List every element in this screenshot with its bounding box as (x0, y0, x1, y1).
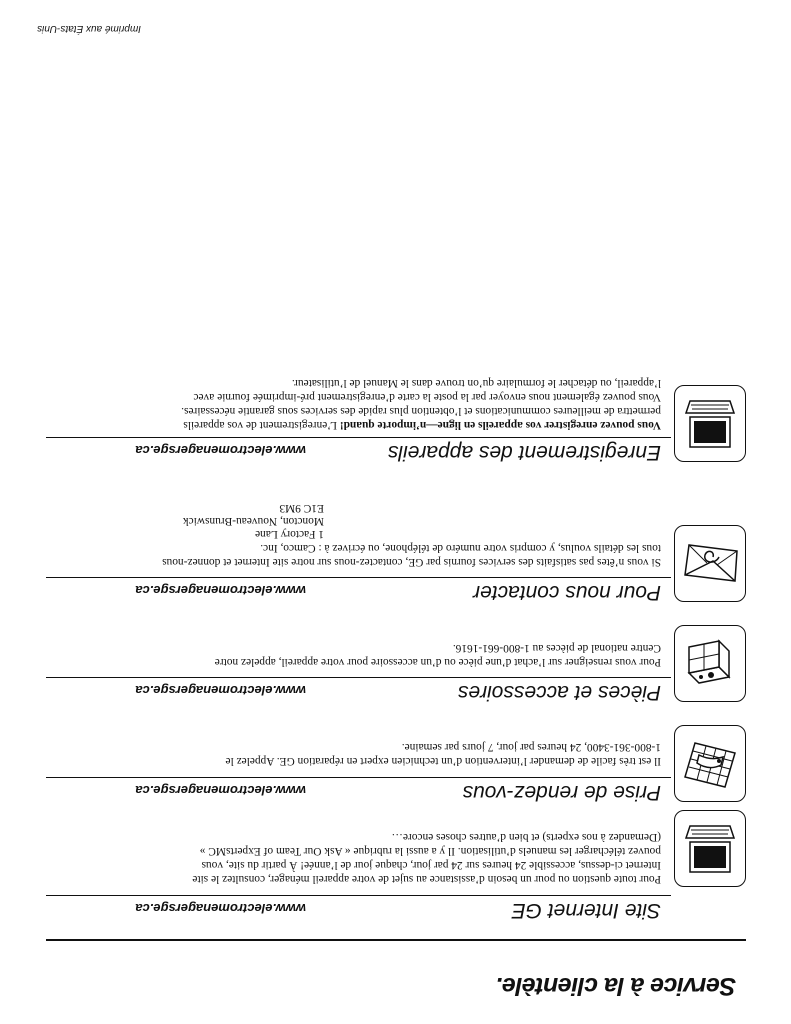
section-title-pieces: Pièces et accessoires (457, 681, 661, 704)
section-text-pieces: Pour vous renseigner sur l’achat d’une pièce ou d’un accessoire pour votre appareil, appelez notre Centre national de pièces au 1-800-661-1616. (214, 642, 661, 668)
parts-box-icon (674, 625, 746, 702)
section-divider (46, 777, 671, 778)
section-title-contacter: Pour nous contacter (473, 581, 661, 604)
section-url-pieces[interactable]: www.electromenagersge.ca (135, 683, 306, 698)
calendar-icon (674, 725, 746, 802)
title-divider (46, 939, 746, 941)
section-url-rendez-vous[interactable]: www.electromenagersge.ca (135, 783, 306, 798)
section-url-site-internet[interactable]: www.electromenagersge.ca (135, 901, 306, 916)
envelope-icon (674, 525, 746, 602)
printed-notice: Imprimé aux États-Unis (37, 23, 141, 34)
section-divider (46, 895, 671, 896)
section-text-enregistrement: Vous pouvez enregistrer vos appareils en ligne—n’importe quand! L’enregistrement de vos appareils permettra de meilleures communications et l’obtention plus rapide des services sous garantie nécessaires. Vous pouvez également nous envoyer par la poste la carte d’enregistrement pré-imprimée fournie avec l’appareil, ou détacher le formulaire qu’on trouve dans le Manuel de l’utilisateur. (181, 377, 661, 431)
laptop-icon (674, 385, 746, 462)
section-text-site-internet: Pour toute question ou pour un besoin d’assistance au sujet de votre appareil ménager, consultez le site Internet ci-dessus, accessible 24 heures sur 24 par jour, chaque jour de l’année! À partir du site, vous pouvez télécharger les manuels d’utilisation. Il y a aussi la rubrique « Ask Our Team of ExpertsMC » (Demandez à nos experts) et bien d’autres choses encore… (192, 831, 661, 885)
mailing-address: 1 Factory Lane Moncton, Nouveau-Brunswick E1C 9M3 (182, 502, 324, 540)
page-title: Service à la clientèle. (495, 972, 736, 1000)
section-title-site-internet: Site Internet GE (511, 899, 661, 922)
section-title-rendez-vous: Prise de rendez-vous (462, 781, 661, 804)
section-title-enregistrement: Enregistrement des appareils (387, 441, 661, 464)
section-divider (46, 437, 671, 438)
section-text-rendez-vous: Il est très facile de demander l’intervention d’un technicien expert en réparation GE. Appelez le 1-800-361-3400, 24 heures par jour, 7 jours par semaine. (225, 741, 661, 767)
laptop-icon (674, 810, 746, 887)
section-divider (46, 677, 671, 678)
section-text-contacter: Si vous n’êtes pas satisfaits des services fournis par GE, contactez-nous sur notre site Internet et donnez-nous tous les détails voulus, y compris votre numéro de téléphone, ou écrivez à : Camco, Inc. (162, 542, 661, 568)
section-url-contacter[interactable]: www.electromenagersge.ca (135, 583, 306, 598)
registration-lead: Vous pouvez enregistrer vos appareils en ligne—n’importe quand! (339, 419, 661, 431)
section-url-enregistrement[interactable]: www.electromenagersge.ca (135, 443, 306, 458)
section-divider (46, 577, 671, 578)
